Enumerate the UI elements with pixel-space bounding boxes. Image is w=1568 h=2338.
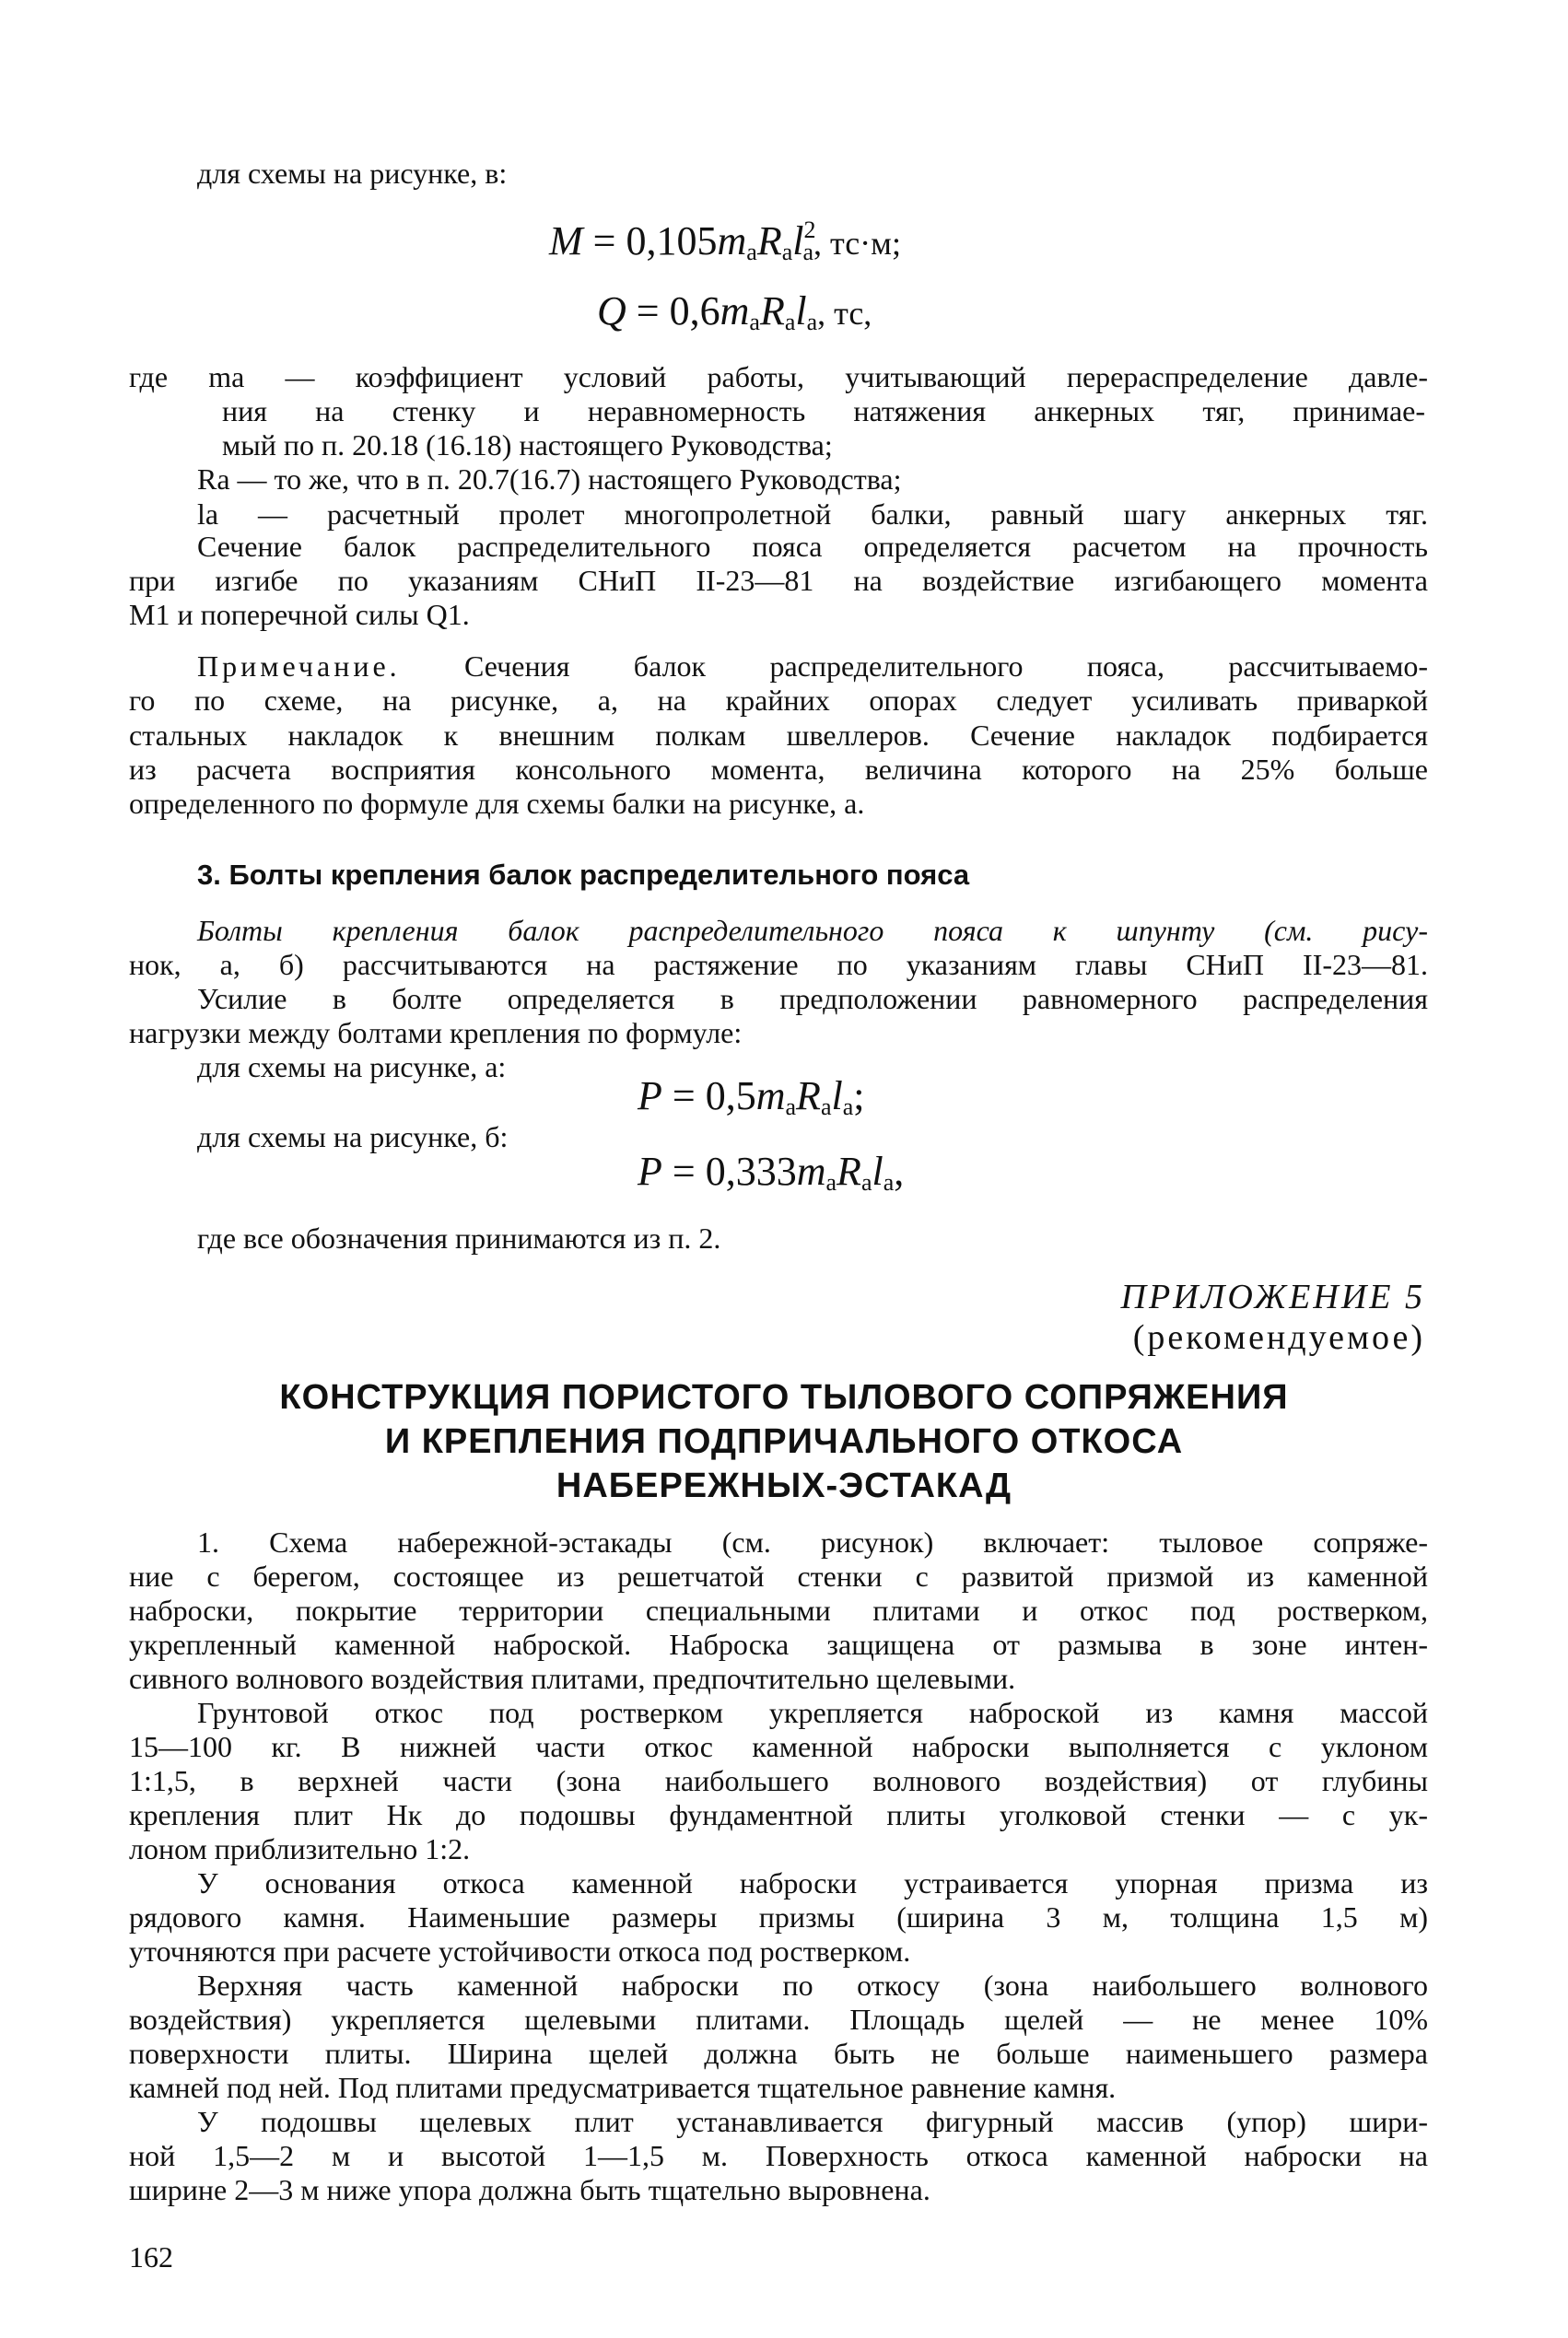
section-3-line-4: нагрузки между болтами крепления по формуле: — [129, 1016, 743, 1049]
body-line-8: 1:1,5, в верхней части (зона наибольшего волнового воздействия) от глубины — [129, 1764, 1428, 1797]
where-line-3: мый по п. 20.18 (16.18) настоящего Руководства; — [222, 428, 833, 462]
scheme-b-label: для схемы на рисунке, б: — [197, 1120, 509, 1153]
page-number: 162 — [129, 2240, 173, 2274]
title-line-2: И КРЕПЛЕНИЯ ПОДПРИЧАЛЬНОГО ОТКОСА — [384, 1422, 1184, 1461]
body-line-7: 15—100 кг. В нижней части откос каменной наброски выполняется с уклоном — [129, 1730, 1428, 1763]
body-line-18: У подошвы щелевых плит устанавливается фигурный массив (упор) шири- — [197, 2105, 1428, 2138]
body-line-3: наброски, покрытие территории специальными плитами и откос под ростверком, — [129, 1594, 1428, 1627]
note-line-2: го по схеме, на рисунке, а, на крайних опорах следует усиливать приваркой — [129, 684, 1428, 717]
body-line-10: лоном приблизительно 1:2. — [129, 1832, 471, 1865]
section-3-line-2: нок, а, б) рассчитываются на растяжение по указаниям главы СНиП II-23—81. — [129, 948, 1428, 981]
where-line-2: ния на стенку и неравномерность натяжения анкерных тяг, принимае- — [222, 394, 1425, 427]
appendix-note: (рекомендуемое) — [1132, 1318, 1425, 1357]
body-line-16: поверхности плиты. Ширина щелей должна быть не больше наименьшего размера — [129, 2037, 1428, 2070]
body-line-9: крепления плит Hк до подошвы фундаментной плиты уголковой стенки — с ук- — [129, 1798, 1428, 1831]
note-line-4: из расчета восприятия консольного момента, величина которого на 25% больше — [129, 753, 1428, 786]
where-line-5: lа — расчетный пролет многопролетной балки, равный шагу анкерных тяг. — [197, 497, 1428, 531]
intro-line: для схемы на рисунке, в: — [197, 157, 508, 190]
section-3-line-1: Болты крепления балок распределительного пояса к шпунту (см. рису- — [197, 914, 1428, 947]
body-line-13: уточняются при расчете устойчивости откоса под ростверком. — [129, 1935, 911, 1968]
body-line-12: рядового камня. Наименьшие размеры призмы (ширина 3 м, толщина 1,5 м) — [129, 1900, 1428, 1934]
formula-bolt-b: $P = 0,333m_aR_al_a$, — [638, 1149, 905, 1196]
section-para-line-2: при изгибе по указаниям СНиП II-23—81 на воздействие изгибающего момента — [129, 564, 1428, 597]
body-line-17: камней под ней. Под плитами предусматривается тщательное равнение камня. — [129, 2071, 1117, 2104]
body-line-11: У основания откоса каменной наброски устраивается упорная призма из — [197, 1866, 1428, 1900]
body-line-19: ной 1,5—2 м и высотой 1—1,5 м. Поверхность откоса каменной наброски на — [129, 2139, 1428, 2172]
body-line-5: сивного волнового воздействия плитами, предпочтительно щелевыми. — [129, 1662, 1016, 1695]
note-line-1: Примечание. Сечения балок распределительного пояса, рассчитываемо- — [197, 649, 1428, 683]
appendix-label: ПРИЛОЖЕНИЕ 5 — [1120, 1278, 1425, 1316]
where-line-4: Rа — то же, что в п. 20.7(16.7) настоящего Руководства; — [197, 462, 902, 496]
note-line-5: определенного по формуле для схемы балки на рисунке, а. — [129, 787, 865, 820]
section-3-heading: 3. Болты крепления балок распределительного пояса — [197, 859, 970, 891]
body-line-4: укрепленный каменной наброской. Наброска защищена от размыва в зоне интен- — [129, 1628, 1428, 1661]
note-label: Примечание. — [197, 649, 401, 683]
formula-shear: $Q = 0,6m_aR_al_a$, тс, — [597, 288, 872, 335]
title-line-3: НАБЕРЕЖНЫХ-ЭСТАКАД — [556, 1467, 1012, 1505]
body-line-20: ширине 2—3 м ниже упора должна быть тщательно выровнена. — [129, 2173, 930, 2206]
body-line-1: 1. Схема набережной-эстакады (см. рисунок) включает: тыловое сопряже- — [197, 1526, 1428, 1559]
section-para-line-3: M1 и поперечной силы Q1. — [129, 598, 470, 631]
where-all-line: где все обозначения принимаются из п. 2. — [197, 1222, 721, 1255]
title-line-1: КОНСТРУКЦИЯ ПОРИСТОГО ТЫЛОВОГО СОПРЯЖЕНИЯ — [279, 1378, 1289, 1417]
body-line-14: Верхняя часть каменной наброски по откосу (зона наибольшего волнового — [197, 1969, 1428, 2002]
scheme-a-label: для схемы на рисунке, а: — [197, 1050, 507, 1083]
where-line-1: где mа — коэффициент условий работы, учитывающий перераспределение давле- — [129, 360, 1428, 393]
note-line-3: стальных накладок к внешним полкам швеллеров. Сечение накладок подбирается — [129, 719, 1428, 752]
section-para-line-1: Сечение балок распределительного пояса определяется расчетом на прочность — [197, 530, 1428, 563]
body-line-15: воздействия) укрепляется щелевыми плитами. Площадь щелей — не менее 10% — [129, 2003, 1428, 2036]
body-line-2: ние с берегом, состоящее из решетчатой стенки с развитой призмой из каменной — [129, 1560, 1428, 1593]
formula-bolt-a: $P = 0,5m_aR_al_a$; — [638, 1073, 865, 1120]
formula-moment: $M = 0,105m_aR_al^2_a$, тс·м; — [549, 216, 901, 265]
body-line-6: Грунтовой откос под ростверком укрепляется наброской из камня массой — [197, 1696, 1428, 1729]
section-3-line-3: Усилие в болте определяется в предположении равномерного распределения — [197, 982, 1428, 1015]
